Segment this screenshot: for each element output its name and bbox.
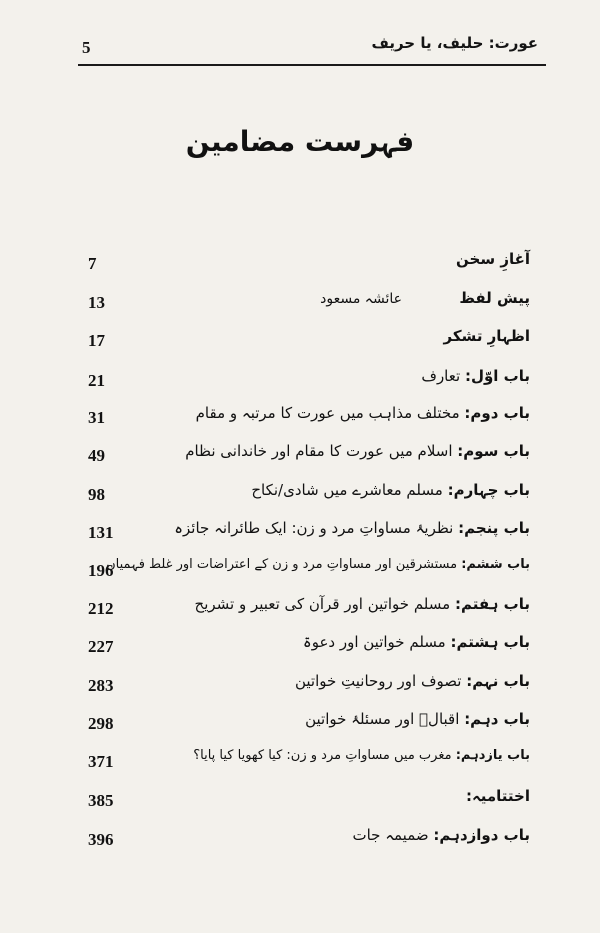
page-title: فہرست مضامین (185, 125, 415, 158)
toc-entry (88, 519, 530, 549)
toc-entry-title (193, 748, 530, 763)
running-title: عورت: حلیف، یا حریف (371, 34, 538, 52)
toc-entry-label: باب پنجم: (458, 519, 530, 537)
toc-entry-label: اختتامیہ: (465, 787, 530, 805)
toc-entry-title (459, 289, 530, 307)
toc-entry (88, 748, 530, 778)
toc-entry-subtitle: مسلم خواتین اور قرآن کی تعبیر و تشریح (194, 595, 451, 613)
toc-entry-label: باب سوم: (457, 442, 530, 460)
toc-entry-title (251, 481, 530, 499)
toc-page-number: 17 (88, 331, 105, 350)
toc-entry (88, 250, 530, 280)
toc-entry-title (195, 595, 530, 613)
toc-entry-label: باب دوم: (464, 404, 530, 422)
toc-entry-title (185, 442, 530, 460)
toc-entry-title (456, 250, 530, 268)
toc-entry-subtitle: ضمیمہ جات (352, 826, 429, 844)
toc-entry-title (352, 826, 530, 844)
toc-page-number: 98 (88, 485, 105, 504)
toc-entry-title (106, 557, 530, 572)
toc-entry-subtitle: مغرب میں مساواتِ مرد و زن: کیا کھویا کیا پایا؟ (193, 748, 452, 763)
toc-entry-label: باب اوّل: (464, 367, 530, 385)
toc-entry-title (196, 404, 530, 422)
toc-entry (88, 557, 530, 587)
toc-entry-label: آغازِ سخن (456, 250, 530, 268)
toc-entry (88, 826, 530, 856)
toc-page-number: 283 (88, 676, 114, 695)
toc-entry-label: باب دوازدہم: (433, 826, 530, 844)
toc-entry-subtitle: مسلم خواتین اور دعوۃ (302, 633, 446, 651)
toc-entry-subtitle: اسلام میں عورت کا مقام اور خاندانی نظام (185, 442, 453, 460)
toc-entry-subtitle: مستشرقین اور مساواتِ مرد و زن کے اعتراضات اور غلط فہمیاں (106, 557, 458, 572)
toc-entry-subtitle: مسلم معاشرے میں شادی/نکاح (251, 481, 443, 499)
toc-entry (88, 595, 530, 625)
toc-entry-label: پیش لفظ (459, 289, 530, 307)
toc-page-number: 131 (88, 523, 114, 542)
toc-page-number: 212 (88, 599, 114, 618)
page-number: 5 (82, 38, 91, 57)
toc-entry (88, 481, 530, 511)
toc-entry-label: باب ہفتم: (454, 595, 530, 613)
toc-entry (88, 367, 530, 397)
toc-entry-subtitle: مختلف مذاہب میں عورت کا مرتبہ و مقام (195, 404, 460, 422)
toc-entry-title (295, 672, 530, 690)
toc-entry-title (466, 787, 530, 805)
toc-entry-title (444, 327, 531, 345)
toc-page-number: 298 (88, 714, 114, 733)
toc-entry-label: باب ششم: (461, 557, 530, 572)
toc-entry-title (174, 519, 530, 537)
toc-entry-title (421, 367, 530, 385)
toc-page-number: 396 (88, 830, 114, 849)
toc-page-number: 227 (88, 637, 114, 656)
toc-entry-title (305, 710, 530, 728)
toc-page-number: 385 (88, 791, 114, 810)
toc-page-number: 49 (88, 446, 105, 465)
toc-entry-title (303, 633, 530, 651)
toc-entry-subtitle: نظریۂ مساواتِ مرد و زن: ایک طائرانہ جائزہ (174, 519, 454, 537)
toc-entry-label: باب دہم: (464, 710, 530, 728)
toc-page-number: 7 (88, 254, 97, 273)
toc-entry-label: اظہارِ تشکر (443, 327, 530, 345)
toc-entry-label: باب ہشتم: (450, 633, 530, 651)
toc-entry (88, 633, 530, 663)
toc-entry-subtitle: تصوف اور روحانیتِ خواتین (294, 672, 462, 690)
toc-entry-subtitle: اقبالؒ اور مسئلۂ خواتین (305, 710, 460, 728)
toc-entry-author: عائشہ مسعود (320, 291, 402, 307)
toc-entry (88, 672, 530, 702)
toc-entry (88, 442, 530, 472)
toc-entry (88, 404, 530, 434)
toc-entry (88, 710, 530, 740)
toc-entry-label: باب نہم: (466, 672, 530, 690)
toc-page-number: 371 (88, 752, 114, 771)
toc-page-number: 13 (88, 293, 105, 312)
toc-entry-label: باب چہارم: (447, 481, 530, 499)
toc-page-number: 31 (88, 408, 105, 427)
toc-entry (88, 327, 530, 357)
toc-page-number: 21 (88, 371, 105, 390)
toc-entry-label: باب یازدہم: (455, 748, 530, 763)
toc-entry-subtitle: تعارف (421, 367, 461, 385)
toc-entry (88, 787, 530, 817)
toc-entry (88, 289, 530, 319)
toc-page-number: 196 (88, 561, 114, 580)
